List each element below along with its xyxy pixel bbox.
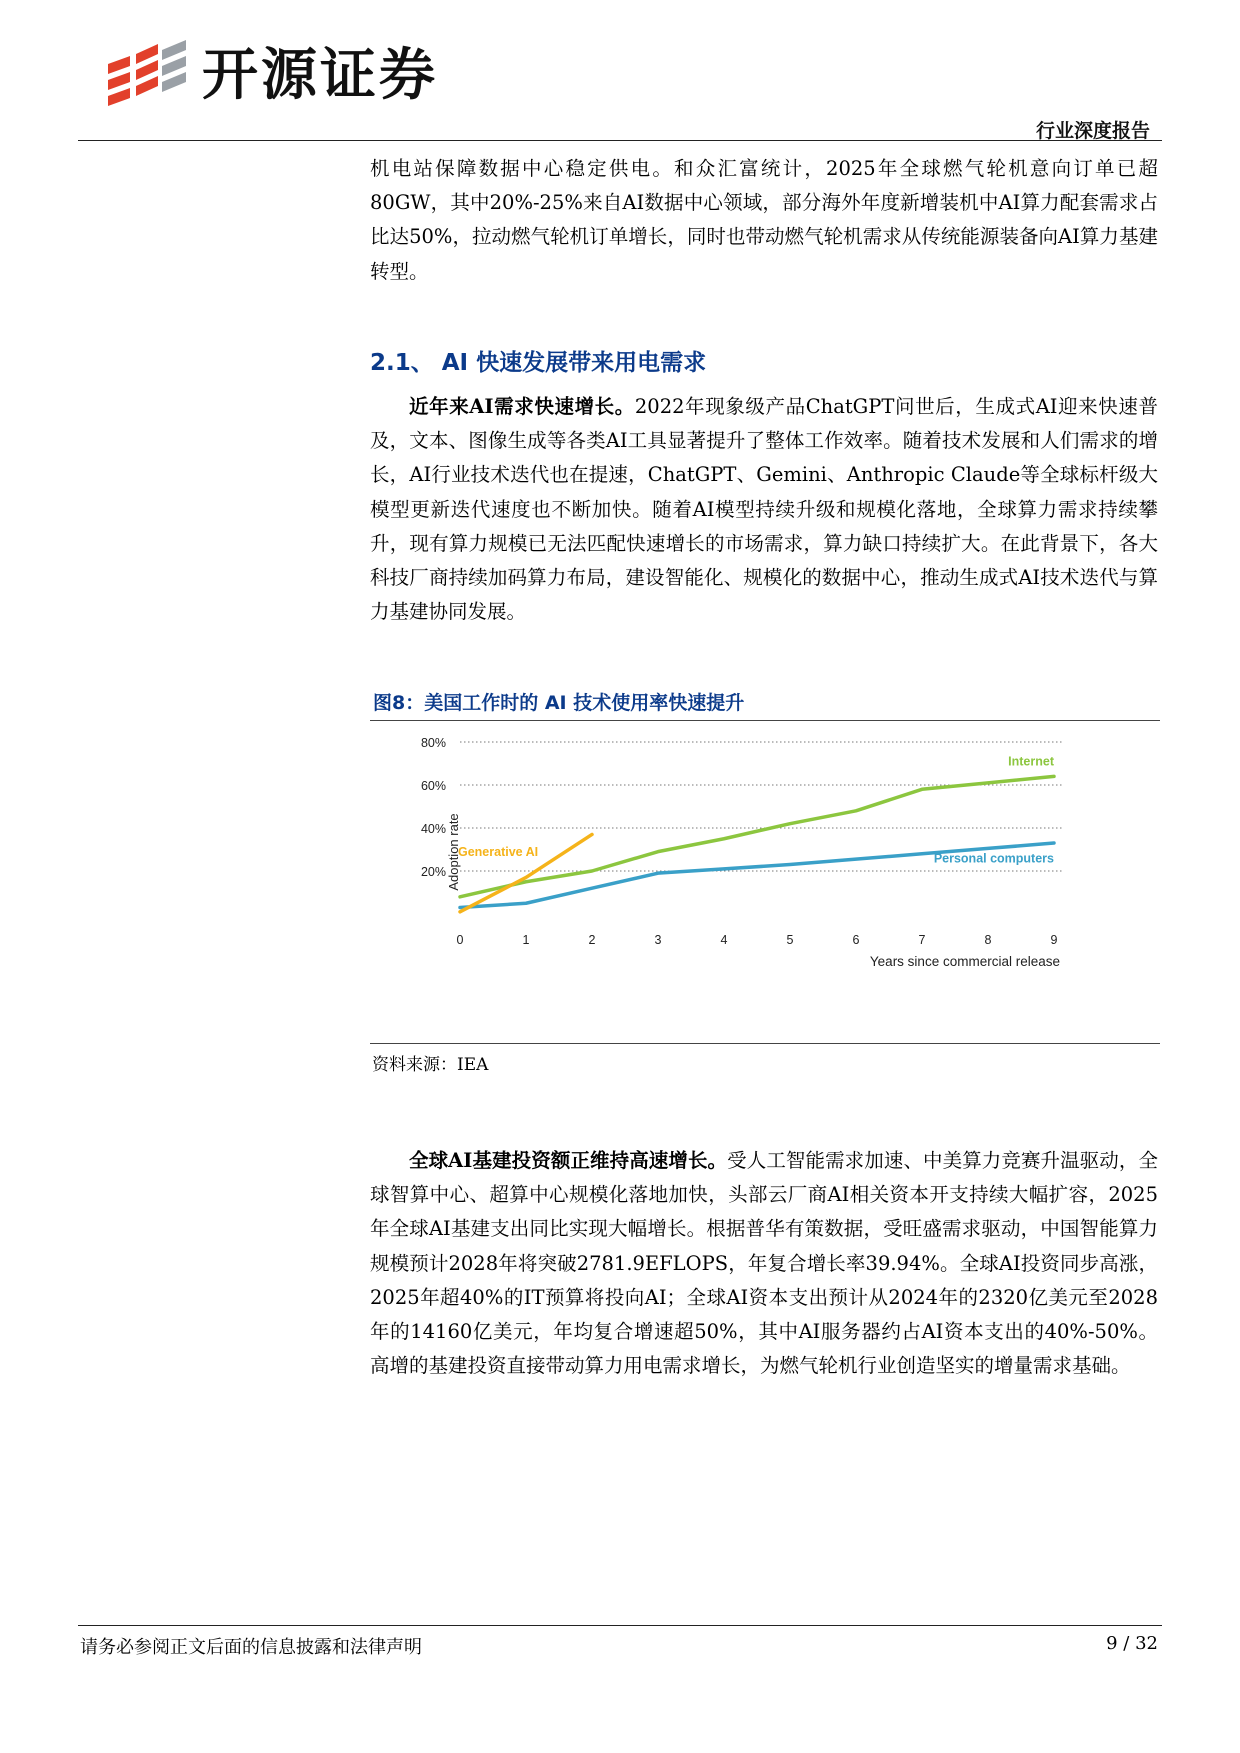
header-divider — [78, 140, 1162, 141]
figure-source: 资料来源：IEA — [372, 1055, 489, 1075]
y-tick-label: 20% — [420, 865, 446, 879]
x-tick-label: 1 — [522, 933, 530, 947]
y-tick-label: 60% — [420, 779, 446, 793]
report-type-label: 行业深度报告 — [1035, 120, 1150, 142]
section-title: 2.1、 AI 快速发展带来用电需求 — [370, 350, 707, 376]
adoption-chart — [370, 722, 1160, 1042]
x-tick-label: 7 — [918, 933, 926, 947]
x-tick-label: 6 — [852, 933, 860, 947]
page-number: 9 / 32 — [1106, 1633, 1158, 1654]
x-tick-label: 5 — [786, 933, 794, 947]
investment-block — [370, 1144, 1158, 1383]
paragraph-lead: 近年来AI需求快速增长。 — [409, 395, 635, 418]
paragraph-lead: 全球AI基建投资额正维持高速增长。 — [409, 1149, 728, 1172]
series-label: Personal computers — [933, 851, 1054, 866]
section-body — [370, 390, 1158, 629]
series-line — [460, 776, 1054, 896]
series-label: Generative AI — [458, 844, 539, 859]
x-tick-label: 0 — [456, 933, 464, 947]
investment-paragraph — [370, 1144, 1158, 1383]
paragraph-body: 2022年现象级产品ChatGPT问世后，生成式AI迎来快速普及，文本、图像生成等各类AI工具显著提升了整体工作效率。随着技术发展和人们需求的增长，AI行业技术迭代也在提速，ChatGPT、Gemini、Anthropic Claude等全球标杆级大模型更新迭代速度也不断加快。随着AI模型持续升级和规模化落地，全球算力需求持续攀升，现有算力规模已无法匹配快速增长的市场需求，算力缺口持续扩大。在此背景下，各大科技厂商持续加码算力布局，建设智能化、规模化的数据中心，推动生成式AI技术迭代与算力基建协同发展。 — [370, 395, 1158, 624]
x-tick-label: 2 — [588, 933, 596, 947]
intro-block — [370, 152, 1158, 289]
y-tick-label: 40% — [420, 822, 446, 836]
x-tick-label: 4 — [720, 933, 728, 947]
x-tick-label: 9 — [1050, 933, 1058, 947]
chart-svg — [370, 722, 1160, 1042]
footer-divider — [78, 1625, 1162, 1626]
x-axis-label: Years since commercial release — [869, 954, 1060, 969]
y-axis-label: Adoption rate — [446, 813, 461, 891]
company-logo — [100, 36, 520, 116]
figure-title: 图8：美国工作时的 AI 技术使用率快速提升 — [373, 692, 745, 714]
x-tick-label: 3 — [654, 933, 662, 947]
logo-text: 开源证券 — [202, 43, 438, 108]
intro-paragraph: 机电站保障数据中心稳定供电。和众汇富统计，2025年全球燃气轮机意向订单已超80GW，其中20%-25%来自AI数据中心领域，部分海外年度新增装机中AI算力配套需求占比达50%，拉动燃气轮机订单增长，同时也带动燃气轮机需求从传统能源装备向AI算力基建转型。 — [370, 157, 1158, 283]
section-paragraph — [370, 390, 1158, 629]
figure-bottom-rule — [370, 1043, 1160, 1044]
paragraph-body: 受人工智能需求加速、中美算力竞赛升温驱动，全球智算中心、超算中心规模化落地加快，头部云厂商AI相关资本开支持续大幅扩容，2025年全球AI基建支出同比实现大幅增长。根据普华有策数据，受旺盛需求驱动，中国智能算力规模预计2028年将突破2781.9EFLOPS，年复合增长率39.94%。全球AI投资同步高涨，2025年超40%的IT预算将投向AI；全球AI资本支出预计从2024年的2320亿美元至2028年的14160亿美元，年均复合增速超50%，其中AI服务器约占AI资本支出的40%-50%。高增的基建投资直接带动算力用电需求增长，为燃气轮机行业创造坚实的增量需求基础。 — [370, 1149, 1158, 1378]
figure-top-rule — [370, 720, 1160, 721]
logo-mark-icon — [100, 36, 190, 116]
footer-disclaimer: 请务必参阅正文后面的信息披露和法律声明 — [80, 1637, 422, 1658]
series-label: Internet — [1008, 754, 1054, 769]
y-tick-label: 80% — [420, 736, 446, 750]
x-tick-label: 8 — [984, 933, 992, 947]
